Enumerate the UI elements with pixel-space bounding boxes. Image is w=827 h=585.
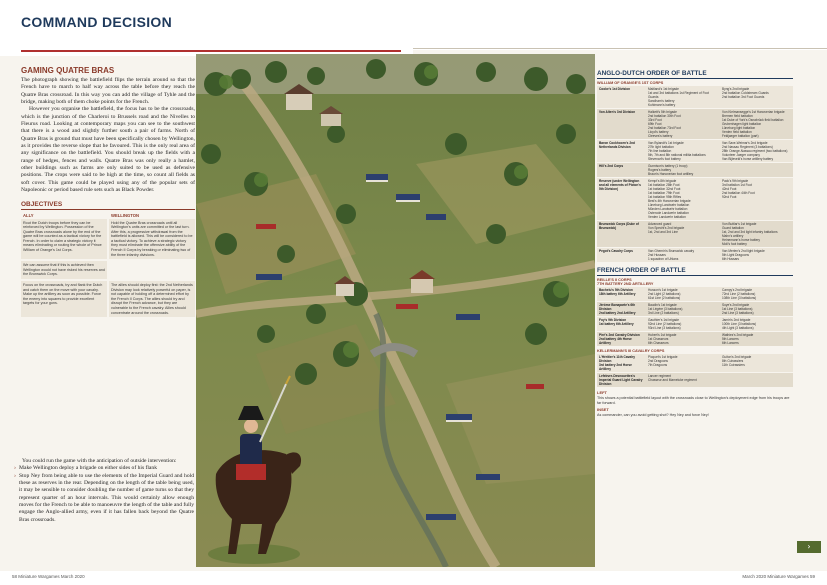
oob-units: Advanced guard Von Specht's 2nd brigade 1st, 2nd and 3rd Line: [648, 222, 685, 234]
oob-row: [597, 302, 793, 317]
oob-formation: Foy's 9th Division 1st battery 6th Artillery: [599, 318, 634, 326]
section-title: GAMING QUATRE BRAS: [21, 66, 115, 75]
oob-formation: Reserve (under Wellington and all elements of Picton's 5th Division): [599, 179, 641, 191]
body-paragraph: The photograph showing the battlefield flips the terrain around so that the French have to march to half way across the table before they reach the Quatre Bras crossroad. In this way you can add the village of Tyhle and the bridge, making both of them choke points for the French.: [21, 77, 195, 106]
oob-units: [720, 163, 793, 177]
oob-units: Hubert's 1st brigade 1st Chasseurs 6th Chasseurs: [648, 333, 677, 345]
oob-formation: Jérôme Bonaparte's 6th Division 2nd battery 2nd Artillery: [599, 303, 636, 315]
objectives-cell: Rout the Dutch troops before they can be reinforced by Wellington. Possession of the Quatre Bras crossroads alone by the end of the game will be counted as a tactical victory for the French. In order to claim a strategic victory it means eliminating or routing the whole of Prince William of Orange's 1st Corps.: [21, 219, 107, 260]
oob-units: Pack's 9th brigade 3rd battalion 1st Foot 42nd Foot 2nd battalion 44th Foot 92nd Foot: [722, 179, 755, 199]
oob-units: Byng's 2nd brigade 2nd battalion Coldstream Guards 2nd battalion 3rd Foot Guards: [722, 87, 769, 99]
oob-row: [597, 86, 793, 109]
body-paragraph: However you organise the battlefield, the focus has to be the crossroads, which is the junction of the Charleroi to Brussels road and the Nivelles to Fleurus road. Looking at contemporary maps you can see to the southwest that there is a wood and slightly further south a pair of farms. North of Quatre Bras is ground that must have been specifically chosen by Wellington, as it provides the reverse slope that he favoured. This is the only real area of any significance on the battlefield. You should break up the fields with a range of hedges, fences and walls. Quatre Bras was only really a hamlet, other buildings such as farms are only suited to be used as defensive positions. The crops were said to be high at the time, so count all fields as soft cover. This game could be played using any of the popular sets of Napoleonic or period based rule sets such as Black Powder.: [21, 106, 195, 194]
objectives-cell: We can assume that if this is achieved then Wellington would not have risked his reserves and the Brunswick Corps.: [21, 261, 107, 279]
objectives-cell: Hold the Quatre Bras crossroads until all Wellington's units are committed or the last turn. After this, a progressive withdrawal from the battlefield is allowed. This will be considered to be a tactical victory. To achieve a strategic victory they must eliminate the offensive ability of the French II Corps by breaking or eliminating two of the three infantry divisions.: [109, 219, 195, 260]
page-title: COMMAND DECISION: [21, 14, 173, 30]
oob-corps-label: KELLERMANN'S III CAVALRY CORPS: [597, 349, 665, 353]
oob-units: Baudin's 1st brigade 1st Légère (3 battalions) 3rd Line (2 battalions): [648, 303, 683, 315]
header-rule-right: [413, 48, 827, 49]
oob-units: Maitland's 1st brigade 1st and 3rd battalions 1st Regiment of Foot Guards Sandham's battery Kuhlmann's battery: [648, 87, 709, 107]
oob-units: Jamin's 2nd brigade 100th Line (3 battalions) 4th Light (3 battalions): [722, 318, 757, 330]
oob-units: Van Ghemin's Brunswick cavalry 2nd Hussars 1 squadron of Uhlans: [648, 249, 695, 261]
oob-formation: Hill's 2nd Corps: [599, 164, 624, 168]
oob-row: [597, 354, 793, 373]
oob-units: Gunnison's battery (1 troop) Rogers's battery Braun's Hanoverian foot artillery: [648, 164, 694, 176]
oob-units: [720, 373, 793, 387]
oob-formation: Lefebvre-Desnouettes's Imperial Guard Light Cavalry Division: [599, 374, 643, 386]
oob-row: [597, 178, 793, 221]
oob-row: [597, 221, 793, 248]
objectives-cell: Focus on the crossroads, try and flank the Dutch and catch them on the move with your cavalry. Make up the artillery as soon as possible. Force the enemy into squares to provide excellent targets for your guns.: [21, 281, 107, 317]
oob-row: [597, 163, 793, 178]
bullet-item: [14, 465, 194, 472]
bullet-text: Make Wellington deploy a brigade on either sides of his flank: [19, 465, 158, 472]
article-left-column: [21, 66, 195, 319]
oob-formation: L'Héritier's 11th Cavalry Division 3rd battery 2nd Horse Artillery: [599, 355, 636, 371]
oob-corps-label: WILLIAM OF ORANGE'S 1ST CORPS: [597, 81, 664, 85]
right-page-header: [413, 0, 827, 50]
oob-formation: Baron Cockhoorn's 2nd Netherlands Division: [599, 141, 636, 149]
oob-units: Soye's 2nd brigade 1st Line (3 battalions) 2nd Line (3 battalions): [722, 303, 754, 315]
objectives-header: WELLINGTON: [111, 212, 140, 218]
oob-row: [597, 373, 793, 388]
battlefield-photo: [196, 54, 595, 567]
oob-formation: Von Alten's 3rd Division: [599, 110, 636, 114]
objectives-cell: [109, 261, 195, 279]
objectives-title: OBJECTIVES: [21, 201, 195, 210]
oob-units: Gauthier's 1st brigade 92nd Line (2 battalions) 93rd Line (3 battalions): [648, 318, 682, 330]
caption-text: This shows a potential battlefield layout with the crossroads close to Wellington's deployment edge from his troops are far forward.: [597, 395, 790, 405]
photo-caption: [597, 408, 793, 418]
oob-formation: Pegot's Cavalry Corps: [599, 249, 633, 253]
oob-row: [597, 287, 793, 302]
french-oob-title: FRENCH ORDER OF BATTLE: [597, 267, 793, 276]
battlefield-illustration: [196, 54, 595, 567]
oob-units: Husson's 1st brigade 2nd Light (2 battalions) 61st Line (2 battalions): [648, 288, 681, 300]
order-of-battle-column: [597, 70, 793, 418]
oob-formation: Bachelu's 5th Division 18th battery 6th Artillery: [599, 288, 636, 296]
page-footer: [0, 571, 827, 585]
oob-units: Picquet's 1st brigade 2nd Dragoons 7th Dragoons: [648, 355, 678, 367]
caption-label: INSET: [597, 407, 609, 413]
caption-label: LEFT: [597, 390, 607, 395]
next-page-arrow-icon[interactable]: ›: [797, 541, 821, 553]
oob-units: Lancer regiment Chasseur and Mameluke regiment: [648, 374, 697, 382]
oob-units: Halkett's 5th brigade 2nd battalion 30th Foot 33rd Foot 69th Foot 2nd battalion 73rd Foot Lloyd's battery Cleeves's battery: [648, 110, 681, 138]
bullet-text: Stop Ney from being able to use the elements of the Imperial Guard and hold these as reserves in the rear. Depending on the length of the table being used, it may be sensible to consider doubling the number of game turns so that they represent quarter of an hour intervals. This would certainly allow enough moves for the French to be able to manoeuvre the length of the table and fully engage the Anglo-allied army, even if it has fallen back beyond the Quatre Bras crossroads.: [19, 472, 194, 523]
oob-units: Von Buttlar's 1st brigade Guard battalion 1st, 2nd and 3rd light infantry battalions Mahn's artillery Heinemann's horse battery Moll's foot battery: [722, 222, 778, 246]
french-oob-table: [597, 354, 793, 388]
oob-units: Guiton's 2nd brigade 8th Cuirassiers 11th Cuirassiers: [722, 355, 752, 367]
objectives-table: [21, 212, 195, 320]
oob-formation: Piré's 2nd Cavalry Division 2nd battery 4th Horse Artillery: [599, 333, 640, 345]
bullet-icon: ›: [14, 465, 16, 472]
french-oob-table: [597, 287, 793, 347]
oob-formation: Brunswick Corps (Duke of Brunswick): [599, 222, 639, 230]
objectives-cell: The allies should deploy first: the 2nd Netherlands Division may look relatively powerful on paper, is not capable of holding off a determined effort by the French II Corps. The allies should try and disrupt the French advance, but they are vulnerable to the French cavalry. Allies should concentrate around the crossroads.: [109, 281, 195, 317]
objectives-header: ALLY: [23, 212, 34, 218]
oob-units: Campy's 2nd brigade 72nd Line (2 battalions) 108th Line (3 battalions): [722, 288, 757, 300]
oob-row: [597, 109, 793, 140]
left-page-header: [0, 0, 413, 56]
oob-units: Von Kielmansegge's 1st Hanoverian brigade Bremen field battalion 1st Duke of York's Osnabrück field battalion Grubenhagen light battalion Lüneburg light battalion Verden field battalion Feldjaeger battalion (part): [722, 110, 785, 138]
bullet-icon: ›: [14, 472, 16, 479]
oob-row: [597, 248, 793, 263]
article-bottom-text: [14, 458, 194, 524]
oob-units: Van Bylandt's 1st brigade 27th light battalion 7th line battalion 5th, 7th and 8th national militia battalions Stevenart's foot battery: [648, 141, 706, 161]
oob-units: Wathiez's 2nd brigade 5th Lancers 6th Lancers: [722, 333, 754, 345]
oob-units: Van Saxe-Weimar's 2nd brigade 2nd Nassau Regiment (3 battalions) 28th Orange-Nassau regiment (two battalions) Volunteer Jaeger company Van Bijleveld's horse artillery battery: [722, 141, 788, 161]
oob-row: [597, 317, 793, 332]
anglo-oob-title: ANGLO-DUTCH ORDER OF BATTLE: [597, 70, 793, 79]
oob-row: [597, 140, 793, 163]
oob-units: Van Merlen's 2nd light brigade 5th Light Dragoons 6th Hussars: [722, 249, 765, 261]
oob-row: [597, 332, 793, 347]
footer-left: 58 Miniature Wargames March 2020: [12, 574, 85, 579]
header-rule: [21, 50, 401, 52]
photo-caption: [597, 391, 793, 405]
anglo-oob-table: [597, 86, 793, 263]
footer-right: March 2020 Miniature Wargames 59: [742, 574, 815, 579]
oob-units: Kempt's 8th brigade 1st battalion 28th Foot 1st battalion 32nd Foot 1st battalion 79th Foot 1st battalion 95th Rifles Best's 4th Hanoverian brigade Lüneburg Landwehr battalion Münden Landwehr battalion Osterode Landwehr battalion Verden Landwehr battalion: [648, 179, 691, 219]
caption-text: As commander, can you avoid getting shot? Hey Ney and force Ney!: [597, 413, 709, 418]
oob-formation: Cooke's 1st Division: [599, 87, 631, 91]
oob-corps-label: REILLE'S II CORPS 7TH BATTERY 2ND ARTILLERY: [597, 278, 654, 286]
bullet-item: [14, 473, 194, 524]
body-paragraph: You could run the game with the anticipation of outside intervention:: [22, 458, 177, 464]
